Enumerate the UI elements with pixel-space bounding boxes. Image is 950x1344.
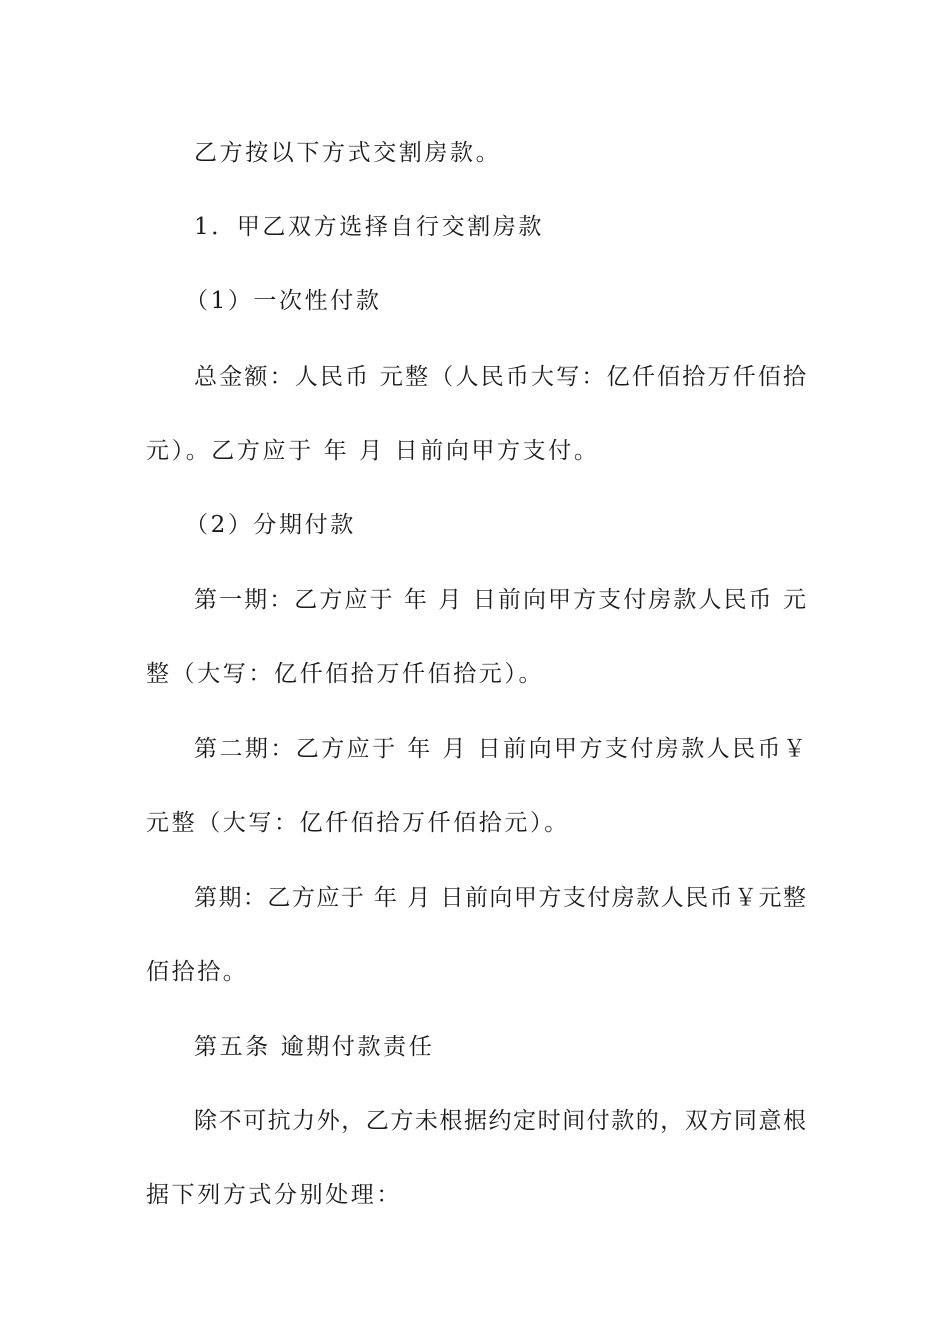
paragraph-first-installment-line-1: 第一期：乙方应于 年 月 日前向甲方支付房款人民币 元 — [194, 587, 806, 613]
paragraph-second-installment-line-1: 第二期：乙方应于 年 月 日前向甲方支付房款人民币￥ — [194, 736, 806, 762]
paragraph-nth-installment-line-1: 第期：乙方应于 年 月 日前向甲方支付房款人民币￥元整 — [194, 885, 806, 911]
paragraph-late-payment-line-2: 据下列方式分别处理： — [146, 1182, 402, 1208]
paragraph-payment-method: 乙方按以下方式交割房款。 — [194, 140, 502, 166]
paragraph-second-installment-line-2: 元整（大写：亿仟佰拾万仟佰拾元）。 — [146, 810, 570, 836]
subclause-installments: （2）分期付款 — [185, 512, 356, 538]
paragraph-late-payment-line-1: 除不可抗力外，乙方未根据约定时间付款的，双方同意根 — [194, 1108, 806, 1134]
paragraph-first-installment-line-2: 整（大写：亿仟佰拾万仟佰拾元）。 — [146, 661, 545, 687]
paragraph-total-amount-line-2: 元）。乙方应于 年 月 日前向甲方支付。 — [146, 438, 600, 464]
subclause-lump-sum: （1）一次性付款 — [185, 288, 382, 314]
article-5-heading: 第五条 逾期付款责任 — [194, 1034, 435, 1060]
paragraph-total-amount-line-1: 总金额：人民币 元整（人民币大写：亿仟佰拾万仟佰拾 — [194, 364, 806, 390]
paragraph-nth-installment-line-2: 佰拾拾。 — [146, 959, 249, 985]
clause-1-self-settlement: 1．甲乙双方选择自行交割房款 — [194, 214, 545, 240]
